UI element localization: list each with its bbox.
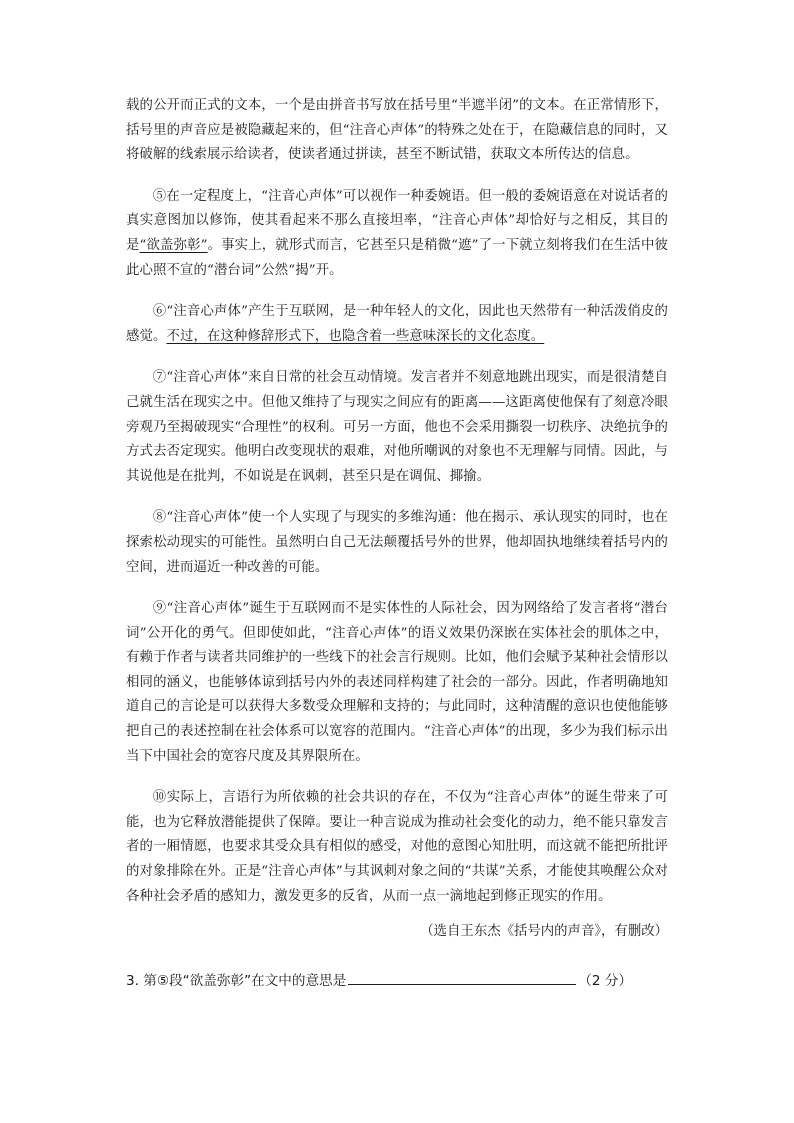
paragraph-p7 [126,366,668,489]
underlined-text: “欲盖弥彰” [139,237,208,253]
paragraph-p6 [126,300,668,349]
answer-blank[interactable] [348,968,576,985]
article-body [126,94,668,945]
question-3 [126,968,686,993]
paragraph-p8 [126,506,668,580]
source-citation: （选自王东杰《括号内的声音》，有删改） [420,924,668,940]
paragraph-p9 [126,597,668,769]
paragraph-text: ⑥“注音心声体”产生于互联网，是一种年轻人的文化，因此也天然带有一种活泼俏皮的感觉。 [126,304,668,344]
question-3-score: （2 分） [578,973,633,989]
paragraph-p4-cont [126,94,668,168]
paragraph-p5 [126,185,668,283]
paragraph-p10 [126,786,668,909]
underlined-text: 不过，在这种修辞形式下，也隐含着一些意味深长的文化态度。 [166,328,545,344]
paragraph-text: ⑧“注音心声体”使一个人实现了与现实的多维沟通：他在揭示、承认现实的同时，也在探索松动现实的可能性。虽然明白自己无法颠覆括号外的世界，他却固执地继续着括号内的空间，进而逼近一种改善的可能。 [126,510,668,575]
question-3-text: 3. 第⑤段“欲盖弥彰”在文中的意思是 [126,973,347,989]
paragraph-text: ⑦“注音心声体”来自日常的社会互动情境。发言者并不刻意地跳出现实，而是很清楚自己就生活在现实之中。但他又维持了与现实之间应有的距离——这距离使他保有了刻意冷眼旁观乃至揭破现实“合理性”的权利。可另一方面，他也不会采用撕裂一切秩序、决绝抗争的方式去否定现实。他明白改变现状的艰难，对他所嘲讽的对象也不无理解与同情。因此，与其说他是在批判，不如说是在讽刺，甚至只是在调侃、揶揄。 [126,370,668,484]
paragraph-text: ⑩实际上，言语行为所依赖的社会共识的存在，不仅为“注音心声体”的诞生带来了可能，也为它释放潜能提供了保障。要让一种言说成为推动社会变化的动力，绝不能只靠发言者的一厢情愿，也要求其受众具有相似的感受，对他的意图心知肚明，而这就不能把所批评的对象排除在外。正是“注音心声体”与其讽刺对象之间的“共谋”关系，才能使其唤醒公众对各种社会矛盾的感知力，激发更多的反省，从而一点一滴地起到修正现实的作用。 [126,790,668,904]
paragraph-text: 载的公开而正式的文本，一个是由拼音书写放在括号里“半遮半闭”的文本。在正常情形下，括号里的声音应是被隐藏起来的，但“注音心声体”的特殊之处在于，在隐藏信息的同时，又将破解的线索展示给读者，使读者通过拼读，甚至不断试错，获取文本所传达的信息。 [126,98,668,163]
paragraph-text: ⑤在一定程度上，“注音心声体”可以视作一种委婉语。但一般的委婉语意在对说话者的真实意图加以修饰，使其看起来不那么直接坦率，“注音心声体”却恰好与之相反，其目的是 [126,188,668,253]
paragraph-text: ⑨“注音心声体”诞生于互联网而不是实体性的人际社会，因为网络给了发言者将“潜台词”公开化的勇气。但即使如此，“注音心声体”的语义效果仍深嵌在实体社会的肌体之中，有赖于作者与读者共同维护的一些线下的社会言行规则。比如，他们会赋予某种社会情形以相同的涵义，也能够体谅到括号内外的表述同样构建了社会的一部分。因此，作者明确地知道自己的言论是可以获得大多数受众理解和支持的；与此同时，这种清醒的意识也使他能够把自己的表述控制在社会体系可以宽容的范围内。“注音心声体”的出现，多少为我们标示出当下中国社会的宽容尺度及其界限所在。 [126,601,668,764]
paragraph-text: 。事实上，就形式而言，它甚至只是稍微“遮”了一下就立刻将我们在生活中彼此心照不宣的“潜台词”公然“揭”开。 [126,237,668,278]
